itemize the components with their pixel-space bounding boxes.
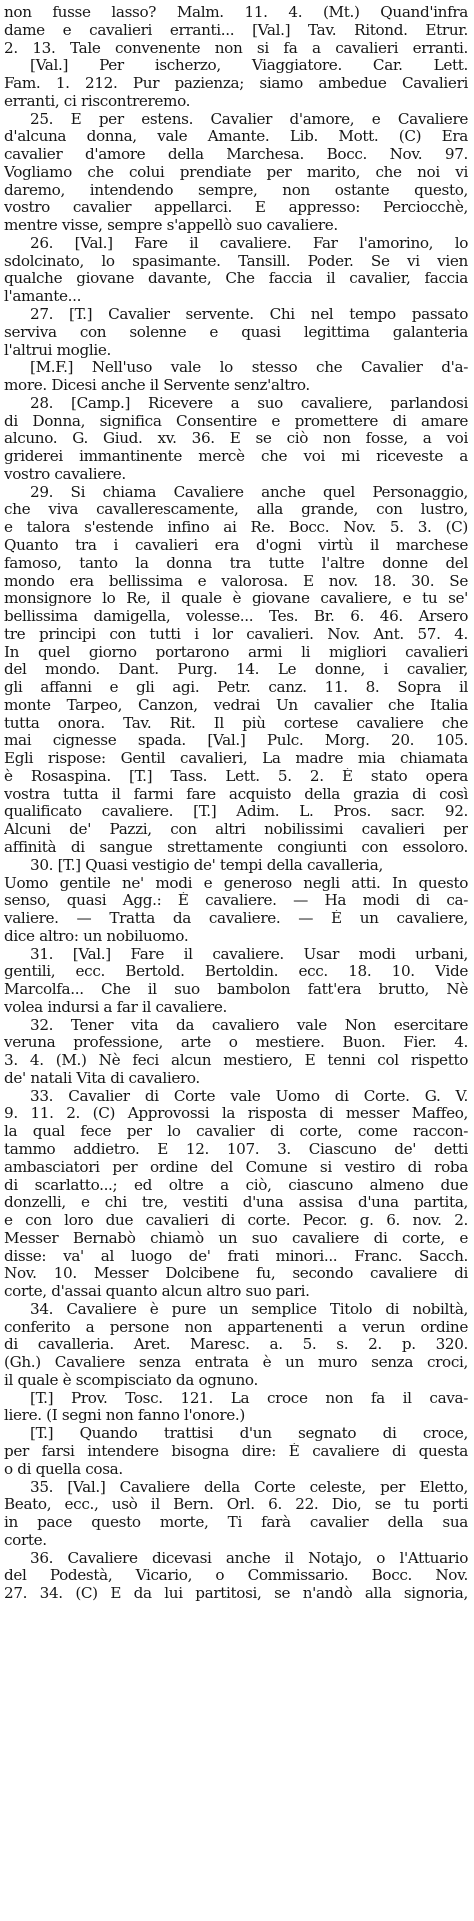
text-line: In quel giorno portarono armi li migliori cavalieri: [4, 643, 468, 661]
text-line: e con loro due cavalieri di corte. Pecor. g. 6. nov. 2.: [4, 1212, 468, 1230]
text-line: e talora s'estende infino ai Re. Bocc. Nov. 5. 3. (C): [4, 519, 468, 537]
text-line: gentili, ecc. Bertold. Bertoldin. ecc. 18. 10. Vide: [4, 963, 468, 981]
text-line: monte Tarpeo, Canzon, vedrai Un cavalier che Italia: [4, 696, 468, 714]
text-line: Nov. 10. Messer Dolcibene fu, secondo cavaliere di: [4, 1265, 468, 1283]
text-line: [T.] Prov. Tosc. 121. La croce non fa il cava-: [30, 1389, 468, 1407]
text-line: Messer Bernabò chiamò un suo cavaliere di corte, e: [4, 1229, 468, 1247]
text-line: affinità di sangue strettamente congiunti con essoloro.: [4, 838, 468, 856]
text-line: serviva con solenne e quasi legittima galanteria: [4, 323, 468, 341]
text-line: 27. 34. (C) E da lui partitosi, se n'andò alla signoria,: [4, 1585, 468, 1603]
text-line: disse: va' al luogo de' frati minori... Franc. Sacch.: [4, 1247, 468, 1265]
text-line: Egli rispose: Gentil cavalieri, La madre mia chiamata: [4, 750, 468, 768]
text-line: monsignore lo Re, il quale è giovane cavaliere, e tu se': [4, 590, 468, 608]
text-line: dice altro: un nobiluomo.: [4, 927, 189, 945]
text-line: senso, quasi Agg.: È cavaliere. — Ha modi di ca-: [4, 892, 468, 910]
text-line: 29. Si chiama Cavaliere anche quel Personaggio,: [30, 483, 468, 501]
text-line: 2. 13. Tale convenente non si fa a cavalieri erranti.: [4, 39, 468, 57]
text-line: 32. Tener vita da cavaliero vale Non esercitare: [30, 1016, 468, 1034]
text-line: sdolcinato, lo spasimante. Tansill. Poder. Se vi vien: [4, 252, 468, 270]
text-line: [M.F.] Nell'uso vale lo stesso che Cavalier d'a-: [30, 359, 468, 377]
text-line: la qual fece per lo cavalier di corte, come raccon-: [4, 1123, 468, 1141]
text-line: di cavalleria. Aret. Maresc. a. 5. s. 2. p. 320.: [4, 1336, 468, 1354]
text-line: del Podestà, Vicario, o Commissario. Bocc. Nov.: [4, 1567, 468, 1585]
text-line: tutta onora. Tav. Rit. Il più cortese cavaliere che: [4, 714, 468, 732]
text-line: 30. [T.] Quasi vestigio de' tempi della cavalleria,: [30, 856, 383, 874]
text-line: 25. E per estens. Cavalier d'amore, e Cavaliere: [30, 110, 468, 128]
text-line: famoso, tanto la donna tra tutte l'altre donne del: [4, 554, 468, 572]
text-line: mai cignesse spada. [Val.] Pulc. Morg. 20. 105.: [4, 732, 468, 750]
text-line: cavalier d'amore della Marchesa. Bocc. Nov. 97.: [4, 146, 468, 164]
text-line: [Val.] Per ischerzo, Viaggiatore. Car. Lett.: [30, 57, 468, 75]
text-line: liere. (I segni non fanno l'onore.): [4, 1407, 245, 1425]
text-line: Vogliamo che colui prendiate per marito, che noi vi: [4, 163, 468, 181]
text-line: 3. 4. (M.) Nè feci alcun mestiero, E tenni col rispetto: [4, 1052, 468, 1070]
text-line: vostro cavaliere.: [4, 465, 126, 483]
text-line: tre principi con tutti i lor cavalieri. Nov. Ant. 57. 4.: [4, 625, 468, 643]
text-line: dame e cavalieri erranti... [Val.] Tav. Ritond. Etrur.: [4, 21, 468, 39]
text-line: d'alcuna donna, vale Amante. Lib. Mott. (C) Era: [4, 128, 468, 146]
text-line: corte, d'assai quanto alcun altro suo pari.: [4, 1283, 310, 1301]
text-line: vostro cavalier appellarci. E appresso: Perciocchè,: [4, 199, 468, 217]
text-line: gli affanni e gli agi. Petr. canz. 11. 8. Sopra il: [4, 679, 468, 697]
text-line: Fam. 1. 212. Pur pazienza; siamo ambedue Cavalieri: [4, 75, 468, 93]
text-line: [T.] Quando trattisi d'un segnato di croce,: [30, 1425, 468, 1443]
text-line: volea indursi a far il cavaliere.: [4, 998, 227, 1016]
text-line: 36. Cavaliere dicevasi anche il Notajo, o l'Attuario: [30, 1549, 468, 1567]
text-line: il quale è scompisciato da ognuno.: [4, 1371, 258, 1389]
text-line: 34. Cavaliere è pure un semplice Titolo di nobiltà,: [30, 1300, 468, 1318]
text-line: veruna professione, arte o mestiere. Buon. Fier. 4.: [4, 1034, 468, 1052]
text-line: 33. Cavalier di Corte vale Uomo di Corte. G. V.: [30, 1087, 468, 1105]
text-line: valiere. — Tratta da cavaliere. — È un cavaliere,: [4, 910, 468, 928]
text-line: alcuno. G. Giud. xv. 36. E se ciò non fosse, a voi: [4, 430, 468, 448]
text-line: del mondo. Dant. Purg. 14. Le donne, i cavalier,: [4, 661, 468, 679]
text-line: l'altrui moglie.: [4, 341, 111, 359]
text-line: Uomo gentile ne' modi e generoso negli atti. In questo: [4, 874, 468, 892]
text-line: more. Dicesi anche il Servente senz'altro.: [4, 377, 310, 395]
text-line: 35. [Val.] Cavaliere della Corte celeste, per Eletto,: [30, 1478, 468, 1496]
text-line: (Gh.) Cavaliere senza entrata è un muro senza croci,: [4, 1354, 468, 1372]
text-line: tammo addietro. E 12. 107. 3. Ciascuno de' detti: [4, 1141, 468, 1158]
text-line: per farsi intendere bisogna dire: È cavaliere di questa: [4, 1443, 468, 1461]
text-line: 28. [Camp.] Ricevere a suo cavaliere, parlandosi: [30, 394, 468, 412]
text-line: qualificato cavaliere. [T.] Adim. L. Pros. sacr. 92.: [4, 803, 468, 821]
text-line: Alcuni de' Pazzi, con altri nobilissimi cavalieri per: [4, 821, 468, 839]
text-line: conferito a persone non appartenenti a verun ordine: [4, 1318, 468, 1336]
text-line: erranti, ci riscontreremo.: [4, 92, 191, 110]
text-line: qualche giovane davante, Che faccia il cavalier, faccia: [4, 270, 468, 288]
text-line: è Rosaspina. [T.] Tass. Lett. 5. 2. È stato opera: [4, 767, 468, 785]
text-line: Marcolfa... Che il suo bambolon fatt'era brutto, Nè: [4, 981, 468, 999]
text-line: de' natali Vita di cavaliero.: [4, 1069, 200, 1087]
text-line: corte.: [4, 1531, 47, 1549]
text-line: mentre visse, sempre s'appellò suo cavaliere.: [4, 217, 338, 235]
text-line: griderei immantinente mercè che voi mi riceveste a: [4, 448, 468, 466]
text-line: che viva cavallerescamente, alla grande, con lustro,: [4, 501, 468, 519]
text-line: daremo, intendendo sempre, non ostante questo,: [4, 181, 468, 199]
text-line: Quanto tra i cavalieri era d'ogni virtù il marchese: [4, 536, 468, 554]
text-line: mondo era bellissima e valorosa. E nov. 18. 30. Se: [4, 572, 468, 590]
text-line: 31. [Val.] Fare il cavaliere. Usar modi urbani,: [30, 945, 468, 963]
text-line: bellissima damigella, volesse... Tes. Br. 6. 46. Arsero: [4, 608, 468, 626]
text-line: o di quella cosa.: [4, 1460, 123, 1478]
text-line: di scarlatto...; ed oltre a ciò, ciascuno almeno due: [4, 1176, 468, 1194]
text-line: di Donna, significa Consentire e promettere di amare: [4, 412, 468, 430]
text-line: non fusse lasso? Malm. 11. 4. (Mt.) Quand'infra: [4, 4, 468, 21]
text-line: in pace questo morte, Ti farà cavalier della sua: [4, 1514, 468, 1532]
text-line: donzelli, e chi tre, vestiti d'una assisa d'una partita,: [4, 1194, 468, 1212]
text-line: vostra tutta il farmi fare acquisto della grazia di così: [4, 785, 468, 803]
text-line: 9. 11. 2. (C) Approvossi la risposta di messer Maffeo,: [4, 1105, 468, 1123]
text-line: 27. [T.] Cavalier servente. Chi nel tempo passato: [30, 306, 468, 324]
text-line: Beato, ecc., usò il Bern. Orl. 6. 22. Dio, se tu porti: [4, 1496, 468, 1514]
text-line: l'amante...: [4, 288, 82, 306]
text-line: ambasciatori per ordine del Comune si vestiro di roba: [4, 1158, 468, 1176]
text-line: 26. [Val.] Fare il cavaliere. Far l'amorino, lo: [30, 234, 468, 252]
